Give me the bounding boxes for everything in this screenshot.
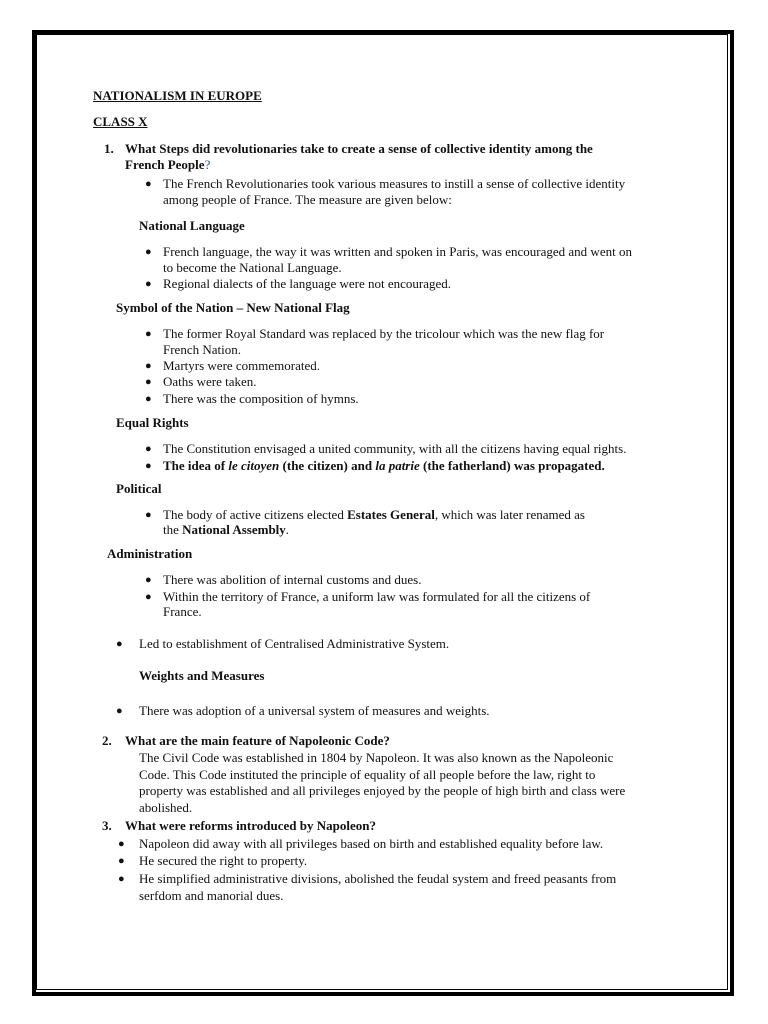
symbol-bullet3: Oaths were taken. xyxy=(163,374,257,389)
political-bullet1-line2 xyxy=(163,522,289,538)
q3-question: What were reforms introduced by Napoleon? xyxy=(125,818,376,833)
bullet-icon: ● xyxy=(145,376,152,388)
lang-bullet1-line2: to become the National Language. xyxy=(163,260,342,275)
weights-bullet1: There was adoption of a universal system of measures and weights. xyxy=(139,703,490,718)
bullet-icon: ● xyxy=(145,393,152,405)
lang-bullet2: Regional dialects of the language were not encouraged. xyxy=(163,276,452,291)
rights-bullet2-le-citoyen: le citoyen xyxy=(228,458,280,473)
bullet-icon: ● xyxy=(118,838,125,850)
q2-question: What are the main feature of Napoleonic Code? xyxy=(125,733,390,748)
q1-number: 1. xyxy=(104,141,114,156)
q2-answer-line3: property was established and all privileges enjoyed by the people of high birth and class were xyxy=(139,783,626,798)
political-estates-general: Estates General xyxy=(347,507,435,522)
bullet-icon: ● xyxy=(145,509,152,521)
symbol-bullet1-line2: French Nation. xyxy=(163,342,241,357)
bullet-icon: ● xyxy=(118,855,125,867)
political-text: The body of active citizens elected xyxy=(163,507,348,522)
q3-bullet3-line1: He simplified administrative divisions, abolished the feudal system and freed peasants from xyxy=(139,871,617,886)
heading-national-language: National Language xyxy=(139,218,245,233)
rights-bullet1: The Constitution envisaged a united community, with all the citizens having equal rights. xyxy=(163,441,627,456)
political-text: , which was later renamed as xyxy=(434,507,585,522)
rights-bullet2-part: (the fatherland) was propagated. xyxy=(419,458,605,473)
admin-bullet3: Led to establishment of Centralised Administrative System. xyxy=(139,636,450,651)
rights-bullet2-la-patrie: la patrie xyxy=(375,458,420,473)
q3-number: 3. xyxy=(102,818,112,833)
symbol-bullet4: There was the composition of hymns. xyxy=(163,391,359,406)
lang-bullet1-line1: French language, the way it was written and spoken in Paris, was encouraged and went on xyxy=(163,244,632,259)
doc-class: CLASS X xyxy=(93,114,148,129)
bullet-icon: ● xyxy=(145,574,152,586)
rights-bullet2-part: The idea of xyxy=(163,458,229,473)
bullet-icon: ● xyxy=(145,443,152,455)
q1-intro-line1: The French Revolutionaries took various measures to instill a sense of collective identity xyxy=(163,176,626,191)
q1-question-line2-text: French People xyxy=(125,157,205,172)
admin-bullet2-line2: France. xyxy=(163,604,202,619)
q2-answer-line4: abolished. xyxy=(139,800,193,815)
political-national-assembly: National Assembly xyxy=(182,522,286,537)
q3-bullet3-line2: serfdom and manorial dues. xyxy=(139,888,284,903)
heading-political: Political xyxy=(116,481,162,496)
political-text: the xyxy=(163,522,183,537)
admin-bullet1: There was abolition of internal customs and dues. xyxy=(163,572,422,587)
heading-symbol-of-nation: Symbol of the Nation – New National Flag xyxy=(116,300,350,315)
q2-number: 2. xyxy=(102,733,112,748)
q1-question-mark: ? xyxy=(204,157,211,172)
q3-bullet1: Napoleon did away with all privileges based on birth and established equality before law. xyxy=(139,836,604,851)
bullet-icon: ● xyxy=(145,360,152,372)
q2-answer-line2: Code. This Code instituted the principle of equality of all people before the law, right to xyxy=(139,767,596,782)
bullet-icon: ● xyxy=(145,246,152,258)
heading-administration: Administration xyxy=(107,546,193,561)
q1-intro-line2: among people of France. The measure are given below: xyxy=(163,192,452,207)
symbol-bullet2: Martyrs were commemorated. xyxy=(163,358,321,373)
q2-answer-line1: The Civil Code was established in 1804 by Napoleon. It was also known as the Napoleonic xyxy=(139,750,614,765)
bullet-icon: ● xyxy=(118,873,125,885)
rights-bullet2 xyxy=(163,458,605,474)
doc-title: NATIONALISM IN EUROPE xyxy=(93,88,262,103)
bullet-icon: ● xyxy=(145,178,152,190)
bullet-icon: ● xyxy=(116,638,123,650)
q3-bullet2: He secured the right to property. xyxy=(139,853,308,868)
q1-question-line1: What Steps did revolutionaries take to create a sense of collective identity among the xyxy=(125,141,593,156)
bullet-icon: ● xyxy=(145,460,152,472)
bullet-icon: ● xyxy=(116,705,123,717)
political-text: . xyxy=(285,522,290,537)
bullet-icon: ● xyxy=(145,591,152,603)
rights-bullet2-part: (the citizen) and xyxy=(279,458,376,473)
heading-weights-and-measures: Weights and Measures xyxy=(139,668,265,683)
symbol-bullet1-line1: The former Royal Standard was replaced by the tricolour which was the new flag for xyxy=(163,326,605,341)
political-bullet1-line1 xyxy=(163,507,585,523)
admin-bullet2-line1: Within the territory of France, a uniform law was formulated for all the citizens of xyxy=(163,589,591,604)
heading-equal-rights: Equal Rights xyxy=(116,415,189,430)
q1-question-line2 xyxy=(125,157,210,173)
bullet-icon: ● xyxy=(145,328,152,340)
bullet-icon: ● xyxy=(145,278,152,290)
